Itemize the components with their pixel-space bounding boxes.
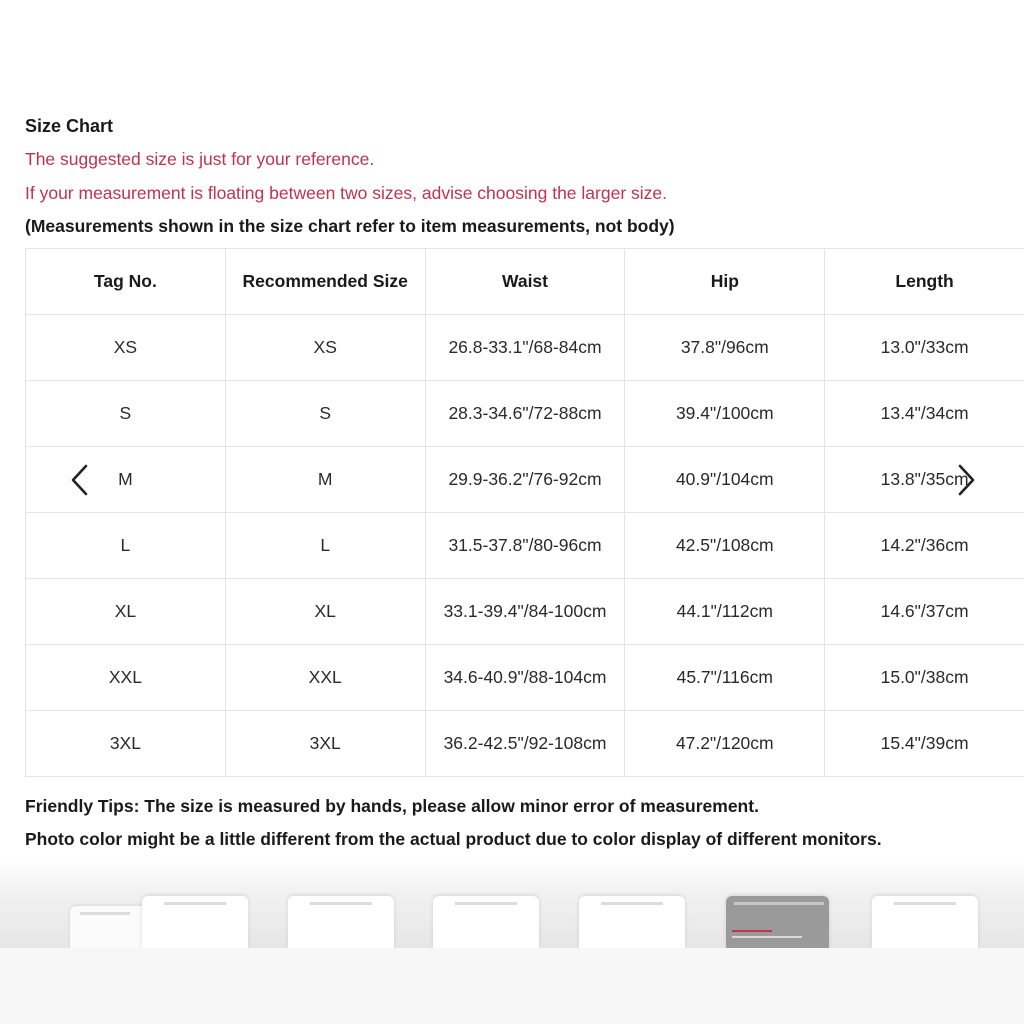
table-row xyxy=(26,645,1024,711)
thumbnail[interactable] xyxy=(579,896,685,948)
thumbnail[interactable] xyxy=(872,896,978,948)
chevron-left-icon xyxy=(66,462,94,498)
column-header-waist: Waist xyxy=(425,249,625,315)
cell-length: 14.6"/37cm xyxy=(825,579,1024,645)
cell-length: 13.8"/35cm xyxy=(825,447,1024,513)
cell-recommended-size: XXL xyxy=(225,645,425,711)
cell-recommended-size: S xyxy=(225,381,425,447)
cell-tag-no: XL xyxy=(26,579,226,645)
column-header-length: Length xyxy=(825,249,1024,315)
cell-waist: 28.3-34.6"/72-88cm xyxy=(425,381,625,447)
cell-waist: 31.5-37.8"/80-96cm xyxy=(425,513,625,579)
table-header-row xyxy=(26,249,1024,315)
cell-hip: 39.4"/100cm xyxy=(625,381,825,447)
cell-hip: 45.7"/116cm xyxy=(625,645,825,711)
cell-recommended-size: L xyxy=(225,513,425,579)
cell-hip: 44.1"/112cm xyxy=(625,579,825,645)
table-row xyxy=(26,315,1024,381)
cell-recommended-size: 3XL xyxy=(225,711,425,777)
thumbnail-selected[interactable] xyxy=(726,896,829,948)
cell-tag-no: S xyxy=(26,381,226,447)
thumbnail-header-line xyxy=(80,912,130,915)
thumbnail-red-line xyxy=(732,930,772,932)
thumbnail[interactable] xyxy=(433,896,539,948)
chevron-right-icon xyxy=(952,462,980,498)
cell-hip: 47.2"/120cm xyxy=(625,711,825,777)
table-row xyxy=(26,579,1024,645)
thumbnail[interactable] xyxy=(142,896,248,948)
cell-waist: 36.2-42.5"/92-108cm xyxy=(425,711,625,777)
thumbnail-strip xyxy=(0,858,1024,948)
cell-tag-no: XXL xyxy=(26,645,226,711)
cell-waist: 34.6-40.9"/88-104cm xyxy=(425,645,625,711)
thumbnail-header-line xyxy=(894,902,956,905)
thumbnail-header-line xyxy=(310,902,372,905)
between-sizes-note: If your measurement is floating between two sizes, advise choosing the larger size. xyxy=(25,183,667,203)
cell-tag-no: XS xyxy=(26,315,226,381)
cell-waist: 26.8-33.1"/68-84cm xyxy=(425,315,625,381)
reference-note: The suggested size is just for your reference. xyxy=(25,149,375,169)
cell-waist: 29.9-36.2"/76-92cm xyxy=(425,447,625,513)
table-row xyxy=(26,711,1024,777)
cell-hip: 40.9"/104cm xyxy=(625,447,825,513)
cell-length: 15.4"/39cm xyxy=(825,711,1024,777)
table-row xyxy=(26,513,1024,579)
measurement-disclaimer: (Measurements shown in the size chart refer to item measurements, not body) xyxy=(25,216,675,236)
cell-length: 14.2"/36cm xyxy=(825,513,1024,579)
thumbnail[interactable] xyxy=(288,896,394,948)
thumbnail-header-line xyxy=(164,902,226,905)
bottom-bar xyxy=(0,948,1024,1024)
next-image-button[interactable] xyxy=(952,462,980,498)
cell-hip: 42.5"/108cm xyxy=(625,513,825,579)
friendly-tips-text: Friendly Tips: The size is measured by hands, please allow minor error of measurement. xyxy=(25,796,759,816)
cell-tag-no: L xyxy=(26,513,226,579)
column-header-tag-no: Tag No. xyxy=(26,249,226,315)
cell-hip: 37.8"/96cm xyxy=(625,315,825,381)
size-chart-title: Size Chart xyxy=(25,116,114,136)
table-row xyxy=(26,381,1024,447)
thumbnail-header-line xyxy=(734,902,824,905)
cell-recommended-size: M xyxy=(225,447,425,513)
thumbnail-gray-line xyxy=(732,936,802,938)
cell-length: 13.4"/34cm xyxy=(825,381,1024,447)
cell-recommended-size: XS xyxy=(225,315,425,381)
previous-image-button[interactable] xyxy=(66,462,94,498)
table-row xyxy=(26,447,1024,513)
cell-length: 15.0"/38cm xyxy=(825,645,1024,711)
cell-recommended-size: XL xyxy=(225,579,425,645)
cell-tag-no: 3XL xyxy=(26,711,226,777)
cell-waist: 33.1-39.4"/84-100cm xyxy=(425,579,625,645)
cell-tag-no: M xyxy=(26,447,226,513)
column-header-hip: Hip xyxy=(625,249,825,315)
thumbnail-header-line xyxy=(455,902,517,905)
size-table xyxy=(25,248,1024,777)
cell-length: 13.0"/33cm xyxy=(825,315,1024,381)
thumbnail-header-line xyxy=(601,902,663,905)
photo-color-tip-text: Photo color might be a little different from the actual product due to color display of different monitors. xyxy=(25,829,882,849)
column-header-recommended-size: Recommended Size xyxy=(225,249,425,315)
